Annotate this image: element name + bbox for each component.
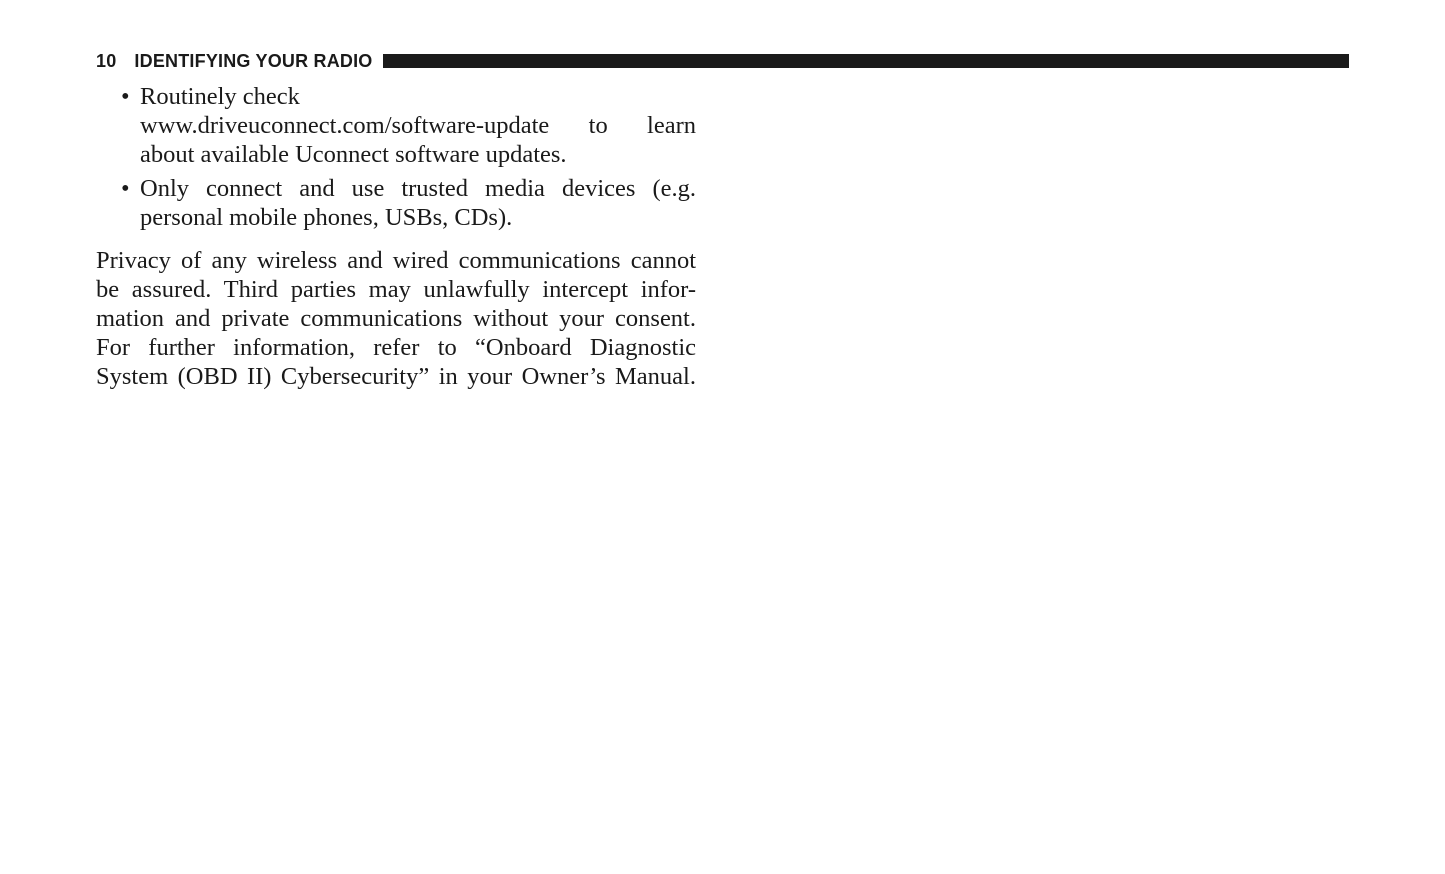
bullet-text-line: Only connect and use trusted media devices (e.g.: [140, 175, 696, 202]
list-item: [96, 174, 696, 232]
paragraph-line: be assured. Third parties may unlawfully intercept infor-: [96, 276, 696, 303]
section-title: IDENTIFYING YOUR RADIO: [134, 50, 373, 71]
paragraph-line: For further information, refer to “Onboard Diagnostic: [96, 334, 696, 361]
bullet-list: [96, 82, 696, 232]
header-rule: [383, 54, 1349, 68]
page-header: [96, 49, 1349, 73]
bullet-text-line: about available Uconnect software updates.: [140, 141, 567, 168]
paragraph-line: Privacy of any wireless and wired communications cannot: [96, 247, 696, 274]
bullet-text-line: Routinely check: [140, 83, 300, 110]
bullet-link-text: www.driveuconnect.com/software-update to learn: [140, 112, 696, 139]
page-number: 10: [96, 50, 117, 71]
bullet-icon: •: [121, 83, 130, 110]
privacy-paragraph: [96, 246, 696, 391]
paragraph-line: mation and private communications without your consent.: [96, 305, 696, 332]
page-content: [96, 82, 696, 391]
bullet-text-line: personal mobile phones, USBs, CDs).: [140, 204, 513, 231]
list-item: [96, 82, 696, 169]
bullet-icon: •: [121, 175, 130, 202]
paragraph-line: System (OBD II) Cybersecurity” in your Owner’s Manual.: [96, 363, 696, 390]
